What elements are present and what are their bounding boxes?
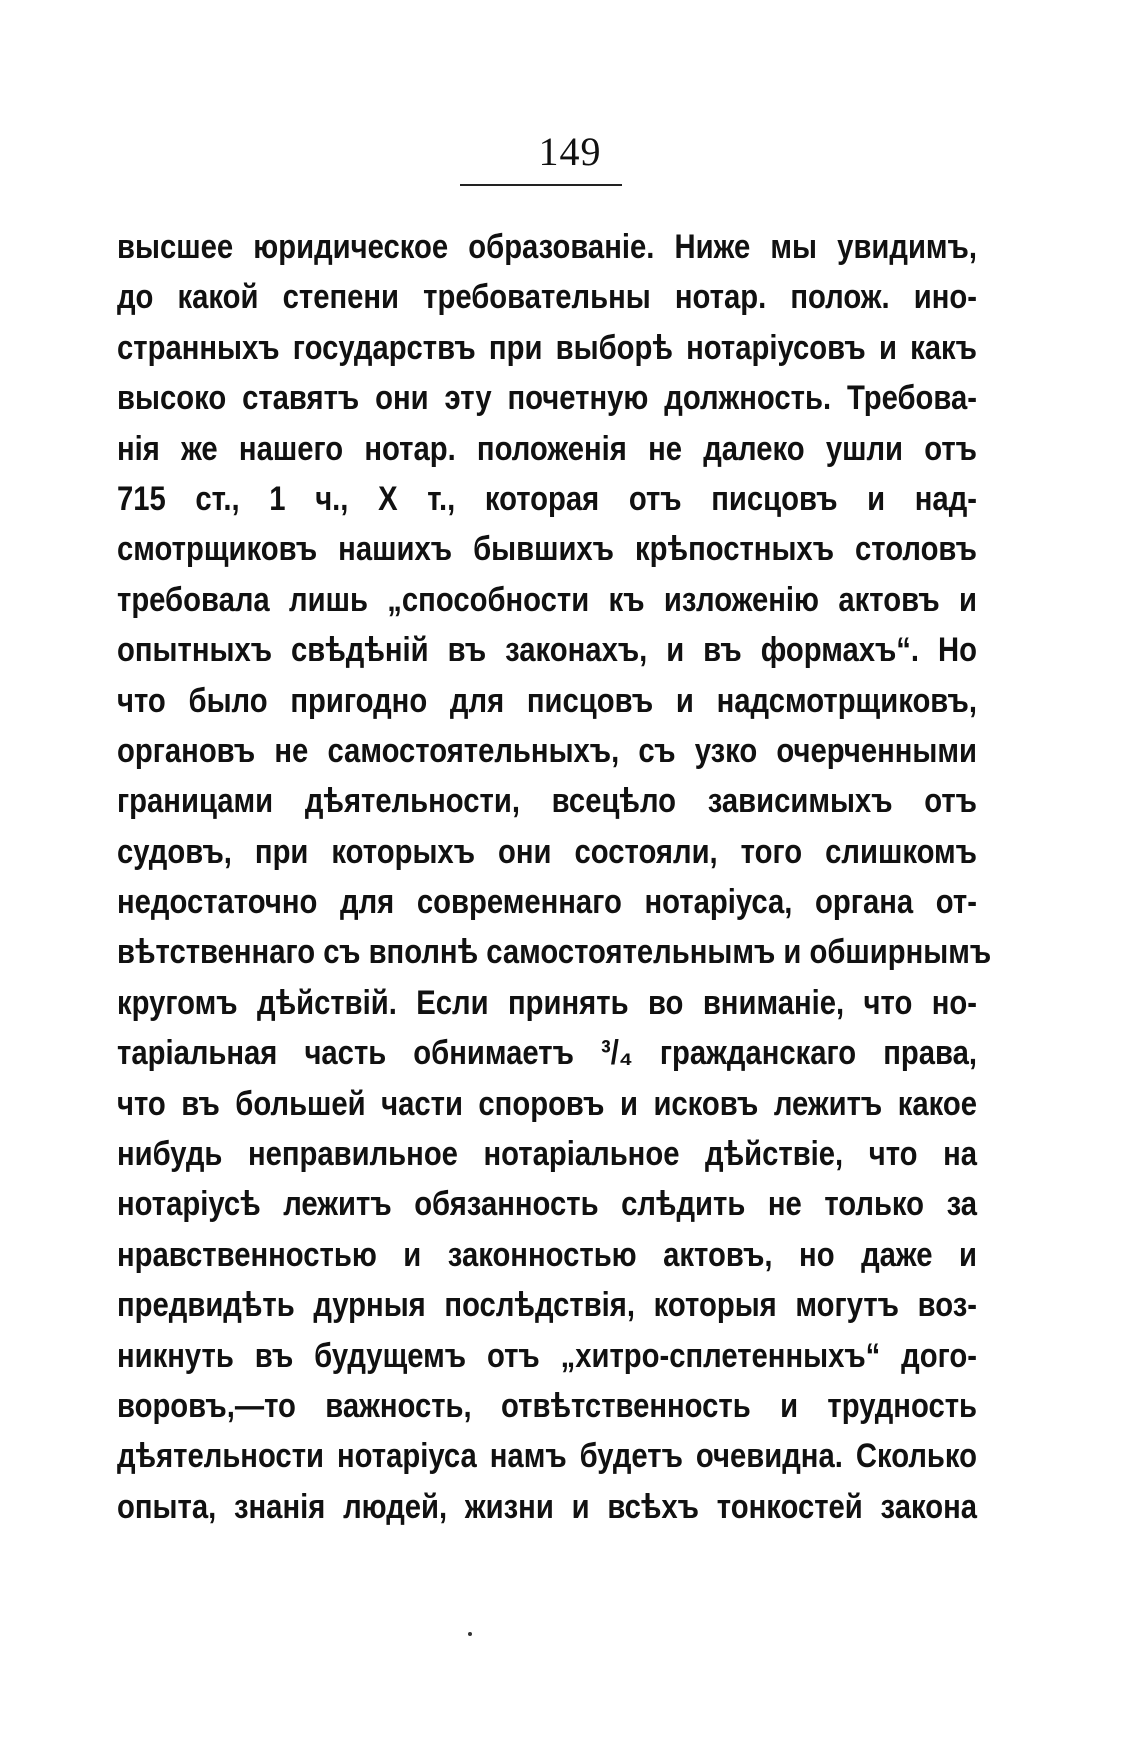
text-line: нія же нашего нотар. положенія не далеко ушли отъ <box>117 429 977 468</box>
text-line: границами дѣятельности, всецѣло зависимыхъ отъ <box>117 782 977 821</box>
text-line: нибудь неправильное нотаріальное дѣйствіе, что на <box>117 1135 977 1174</box>
text-line: вѣтственнаго съ вполнѣ самостоятельнымъ и обширнымъ <box>117 933 992 972</box>
text-line: что было пригодно для писцовъ и надсмотрщиковъ, <box>117 681 977 720</box>
text-line: нравственностью и законностью актовъ, но даже и <box>117 1235 977 1274</box>
text-line: требовала лишь „способности къ изложенію актовъ и <box>117 580 977 619</box>
page-number-rule <box>460 184 622 186</box>
text-line: до какой степени требовательны нотар. полож. ино- <box>117 278 977 317</box>
text-line: странныхъ государствъ при выборѣ нотаріусовъ и какъ <box>117 328 977 367</box>
text-line: опытныхъ свѣдѣній въ законахъ, и въ формахъ“. Но <box>117 631 977 670</box>
text-line: органовъ не самостоятельныхъ, съ узко очерченными <box>117 731 977 770</box>
text-line: высоко ставятъ они эту почетную должность. Требова- <box>117 379 977 418</box>
text-line: высшее юридическое образованіе. Ниже мы увидимъ, <box>117 228 977 266</box>
text-line: опыта, знанія людей, жизни и всѣхъ тонкостей закона <box>117 1487 977 1526</box>
text-line: смотрщиковъ нашихъ бывшихъ крѣпостныхъ столовъ <box>117 530 977 569</box>
text-line: нотаріусѣ лежитъ обязанность слѣдить не только за <box>117 1185 977 1224</box>
page-number: 149 <box>538 129 602 174</box>
text-line: дѣятельности нотаріуса намъ будетъ очевидна. Сколько <box>117 1437 977 1476</box>
text-line: что въ большей части споровъ и исковъ лежитъ какое <box>117 1084 977 1123</box>
body-text <box>117 222 992 1532</box>
text-line: недостаточно для современнаго нотаріуса, органа от- <box>117 883 977 922</box>
text-line: воровъ,—то важность, отвѣтственность и трудность <box>117 1386 977 1425</box>
text-line: предвидѣть дурныя послѣдствія, которыя могутъ воз- <box>117 1286 977 1325</box>
text-line: кругомъ дѣйствій. Если принять во вниманіе, что но- <box>117 983 977 1022</box>
text-line: никнуть въ будущемъ отъ „хитро-сплетенныхъ“ дого- <box>117 1336 977 1375</box>
stray-ink-dot <box>468 1632 472 1636</box>
text-line: судовъ, при которыхъ они состояли, того слишкомъ <box>117 832 977 871</box>
text-line: 715 ст., 1 ч., X т., которая отъ писцовъ и над- <box>117 479 977 518</box>
text-line: таріальная часть обнимаетъ ³/₄ гражданскаго права, <box>117 1034 977 1073</box>
